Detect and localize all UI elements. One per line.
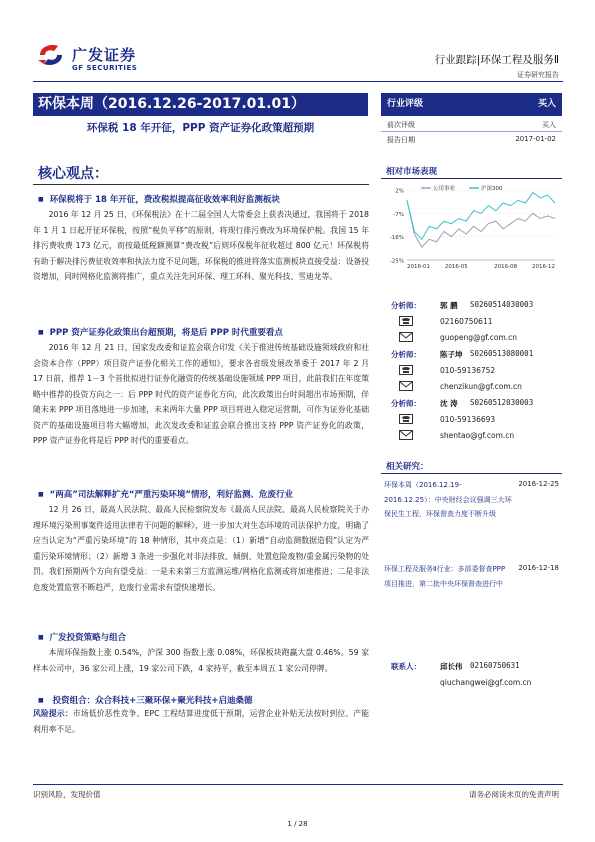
analyst-2-name: 陈子坤 bbox=[440, 350, 463, 359]
page-number: 1 / 28 bbox=[287, 820, 308, 828]
email-icon bbox=[399, 430, 413, 440]
rating-value: 买入 bbox=[537, 99, 556, 109]
market-chart-divider bbox=[381, 178, 562, 179]
phone-icon bbox=[399, 414, 413, 424]
analyst-2-label: 分析师： bbox=[391, 350, 421, 359]
portfolio-text: 众合科技+三聚环保+聚光科技+启迪桑德 bbox=[95, 696, 253, 706]
series-line-2 bbox=[407, 193, 555, 240]
rating-divider bbox=[381, 131, 562, 132]
portfolio-label: 投资组合： bbox=[52, 696, 96, 706]
section-heading-judicial: ■ “两高”司法解释扩充“严重污染环境”情形，利好监测、危废行业 bbox=[38, 488, 293, 500]
header-divider bbox=[33, 81, 563, 82]
related-title: 相关研究： bbox=[386, 462, 429, 472]
contact-email[interactable]: qiuchangwei@gf.com.cn bbox=[440, 678, 532, 687]
section-body-strategy bbox=[33, 645, 369, 676]
analyst-2-license: S0260513080001 bbox=[470, 349, 534, 358]
legend-label: 沪深300 bbox=[481, 186, 503, 192]
section-heading-strategy: ■ 广发投资策略与组合 bbox=[38, 631, 126, 643]
analyst-1-phone: 02160750611 bbox=[440, 317, 493, 326]
section-body-env-tax bbox=[33, 207, 369, 285]
rating-header bbox=[381, 93, 562, 116]
analyst-1-email[interactable]: guopeng@gf.com.cn bbox=[440, 333, 518, 342]
analyst-3-label: 分析师： bbox=[391, 399, 421, 408]
report-date-label: 报告日期 bbox=[387, 136, 415, 144]
analyst-3-name: 沈 涛 bbox=[440, 399, 458, 408]
analyst-2-email[interactable]: chenzikun@gf.com.cn bbox=[440, 382, 522, 391]
report-type: 证券研究报告 bbox=[517, 71, 559, 79]
y-tick-label: -25% bbox=[389, 258, 404, 265]
paragraph: 本周环保指数上涨 0.54%，沪深 300 指数上涨 0.08%，环保板块跑赢大盘 0.46%。59 家样本公司中，36 家公司上涨，19 家公司下跌，4 家持平，截至本周五 1 家公司停牌。 bbox=[33, 648, 369, 673]
contact-name: 邱长伟 bbox=[440, 662, 463, 671]
risk-label: 风险提示： bbox=[33, 709, 73, 718]
related-item-2-date: 2016-12-18 bbox=[518, 564, 559, 572]
footer-divider bbox=[33, 784, 563, 785]
footer-disclaimer: 请务必阅读末页的免责声明 bbox=[469, 790, 559, 799]
section-body-judicial bbox=[33, 502, 369, 595]
paragraph: 12 月 26 日，最高人民法院、最高人民检察院发布《最高人民法院、最高人民检察院关于办理环境污染刑事案件适用法律若干问题的解释》，进一步加大对生态环境的司法保护力度，明确了应当认定为“严重污染环境”的 18 种情形，其中亮点是：（1）新增“自动监测数据造假”认定为严重污染环境情形；（2）新增 3 条进一步强化对非法排放、倾倒、处置危险废物/重金属污染物的处罚。我们预期两个方向有望受益：一是未来第三方监测运维/网格化监测或将加速推进；二是非法危废处置监管不断趋严，危废行业需求有望快速增长。 bbox=[33, 505, 369, 592]
risk-block bbox=[33, 706, 369, 737]
contact-phone: 02160750631 bbox=[470, 661, 520, 670]
y-tick-label: -16% bbox=[389, 235, 404, 242]
phone-icon bbox=[399, 365, 413, 375]
x-tick-label: 2016-12 bbox=[532, 264, 555, 270]
analyst-3-license: S0260512030003 bbox=[470, 398, 534, 407]
related-item-2[interactable]: 环保工程及服务Ⅱ行业：多部委督查PPP项目推进，第二批中央环保督查进行中 bbox=[384, 565, 506, 588]
related-item-1[interactable]: 环保本周（2016.12.19-2016.12.25）：中央财经会议强调三大环保民生工程，环保督查力度不断升级 bbox=[384, 481, 512, 518]
risk-paragraph bbox=[33, 706, 369, 737]
y-tick-label: 2% bbox=[395, 188, 404, 195]
y-tick-label: -7% bbox=[393, 211, 404, 218]
x-tick-label: 2016-01 bbox=[407, 264, 430, 270]
prev-rating-value: 买入 bbox=[542, 121, 556, 129]
report-category: 行业跟踪|环保工程及服务Ⅱ bbox=[434, 54, 559, 66]
core-heading: 核心观点： bbox=[38, 166, 108, 182]
analyst-1-name: 郭 鹏 bbox=[440, 301, 458, 310]
portfolio-line bbox=[38, 694, 253, 706]
relative-performance-chart bbox=[383, 182, 561, 274]
legend-label: 公用事业 bbox=[433, 186, 456, 192]
contact-label: 联系人： bbox=[391, 662, 421, 671]
report-title: 环保本周（2016.12.26-2017.01.01） bbox=[33, 93, 368, 116]
core-divider bbox=[33, 184, 369, 185]
analyst-3-phone: 010-59136693 bbox=[440, 415, 496, 424]
paragraph: 2016 年 12 月 25 日，《环保税法》在十二届全国人大常委会上获表决通过，我国将于 2018 年 1 月 1 日起开征环保税，按照“税负平移”的原则，将现行排污费改为环境保护税。我国 15 年排污费收费 173 亿元，而按最低税额测算“费改税”后则环保税年征收超过 800 亿元！环保税将有助于解决排污费征收效率和执法力度不足问题，环保税的推进将落实监测板块直接受益：设备投资增加，同时网格化监测将推广，重点关注先河环保、理工环科、聚光科技、雪迪龙等。 bbox=[33, 210, 369, 281]
footer-slogan: 识别风险，发现价值 bbox=[33, 790, 101, 799]
section-body-ppp bbox=[33, 340, 369, 449]
series-line-1 bbox=[407, 200, 555, 247]
email-icon bbox=[399, 381, 413, 391]
rating-label: 行业评级 bbox=[387, 99, 424, 109]
related-divider bbox=[381, 473, 562, 474]
section-heading-ppp: ■ PPP 资产证券化政策出台超预期，将是后 PPP 时代重要看点 bbox=[38, 326, 283, 338]
phone-icon bbox=[399, 316, 413, 326]
brand-name-cn: 广发证券 bbox=[72, 46, 137, 64]
market-chart-title: 相对市场表现 bbox=[386, 167, 438, 177]
analyst-1-label: 分析师： bbox=[391, 301, 421, 310]
x-tick-label: 2016-08 bbox=[494, 264, 518, 270]
brand-name-en: GF SECURITIES bbox=[72, 64, 138, 72]
analyst-3-email[interactable]: shentao@gf.com.cn bbox=[440, 431, 515, 440]
gf-logo-icon bbox=[36, 42, 66, 68]
analyst-1-license: S0260514030003 bbox=[470, 300, 534, 309]
x-tick-label: 2016-05 bbox=[444, 264, 468, 270]
risk-text: 市场低价恶性竞争、EPC 工程结算进度低于预期，运营企业补贴无法按时到位、产能利用率不足。 bbox=[33, 709, 370, 734]
related-item-1-date: 2016-12-25 bbox=[518, 480, 559, 488]
paragraph: 2016 年 12 月 21 日，国家发改委和证监会联合印发《关于推进传统基础设施领域政府和社会资本合作（PPP）项目资产证券化相关工作的通知》，要求各省级发展改革委于 2017 年 2 月 17 日前，推荐 1－3 个首批拟进行证券化融资的传统基础设施领域 PPP 项目，此前我们在年度策略中推荐的投资方向之一：后 PPP 时代的资产证券化方向，此次政策出台时间超出市场预期，伴随未来 PPP 项目落地进一步加速，未来两年大量 PPP 项目将进入稳定运营期，可作为证券化基础资产的基础设施项目将大幅增加，此次发改委和证监会联合推出支持 PPP 资产证券化的政策， PPP 资产证券化将是后 PPP 时代的重要看点。 bbox=[33, 343, 369, 445]
report-date-value: 2017-01-02 bbox=[515, 135, 556, 143]
email-icon bbox=[399, 332, 413, 342]
report-subtitle: 环保税 18 年开征，PPP 资产证券化政策超预期 bbox=[86, 122, 315, 134]
analyst-2-phone: 010-59136752 bbox=[440, 366, 496, 375]
section-heading-env-tax: ■ 环保税将于 18 年开征，费改税拟提高征收效率利好监测板块 bbox=[38, 193, 280, 205]
prev-rating-label: 前次评级 bbox=[387, 121, 415, 129]
